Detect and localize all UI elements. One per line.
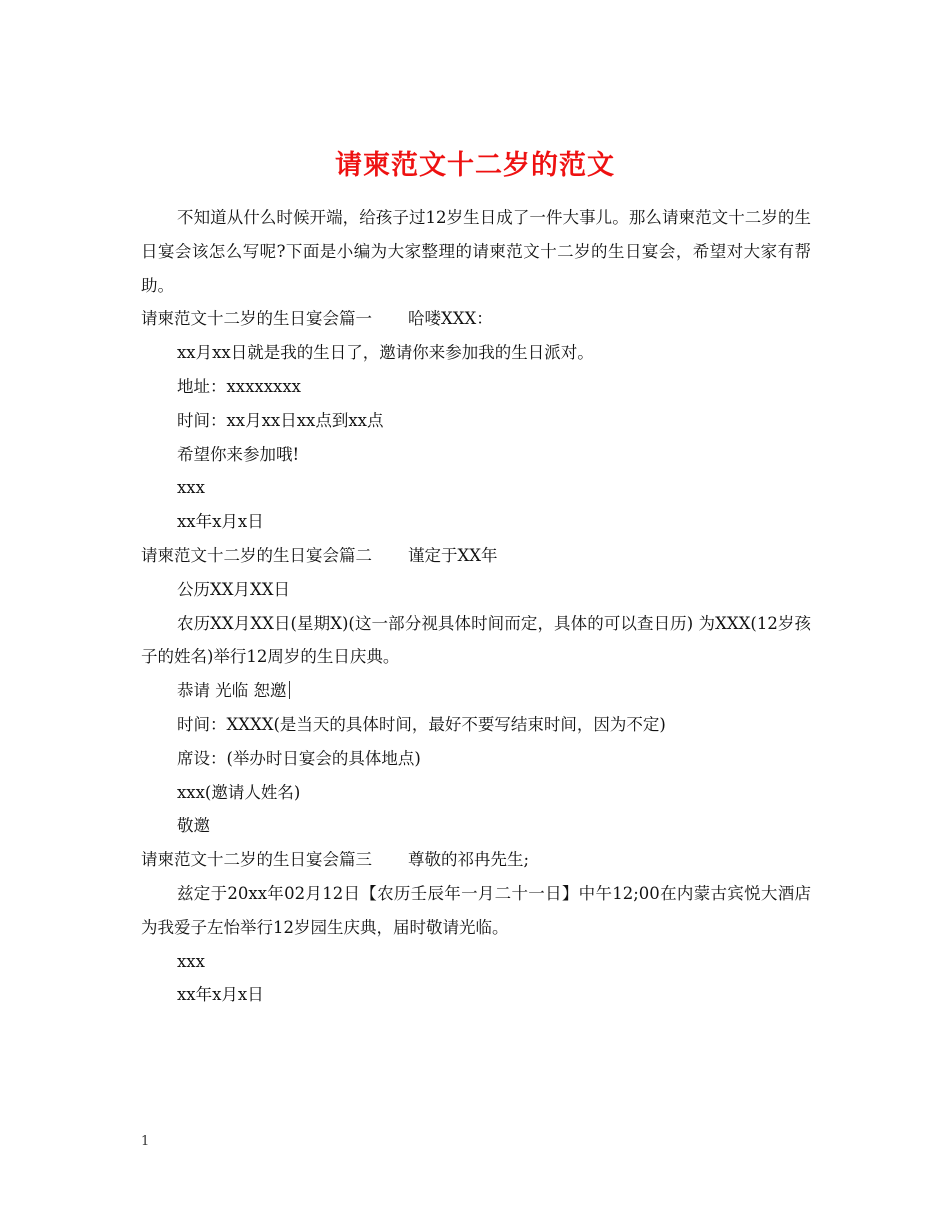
section2-time: 时间：XXXX(是当天的具体时间，最好不要写结束时间，因为不定)	[177, 714, 666, 734]
section2-inviter: xxx(邀请人姓名)	[177, 782, 301, 802]
section1-date: xx年x月x日	[177, 512, 264, 532]
document-body	[141, 201, 811, 1012]
page-number: 1	[141, 1134, 150, 1149]
section1-greeting: 哈喽XXX：	[408, 309, 493, 329]
document-title: 请柬范文十二岁的范文	[335, 150, 615, 182]
section3-heading-row	[141, 843, 811, 877]
section2-closing: 敬邀	[177, 816, 210, 836]
section2-heading: 请柬范文十二岁的生日宴会篇二	[141, 545, 372, 565]
section2-invitation-text: 恭请 光临 恕邀	[177, 681, 287, 701]
text-cursor	[289, 681, 290, 699]
section2-invitation-line	[141, 674, 811, 708]
intro-paragraph: 不知道从什么时候开端，给孩子过12岁生日成了一件大事儿。那么请柬范文十二岁的生日宴会该怎么写呢?下面是小编为大家整理的请柬范文十二岁的生日宴会，希望对大家有帮助。	[141, 208, 811, 295]
section1-address: 地址：xxxxxxxx	[177, 376, 301, 396]
section2-greeting: 谨定于XX年	[408, 545, 498, 565]
section2-gregorian-date: 公历XX月XX日	[177, 579, 290, 599]
section1-heading-row	[141, 302, 811, 336]
section2-venue: 席设：(举办时日宴会的具体地点)	[177, 748, 421, 768]
section3-greeting: 尊敬的祁冉先生;	[408, 850, 530, 870]
section2-heading-row	[141, 539, 811, 573]
section3-heading: 请柬范文十二岁的生日宴会篇三	[141, 850, 372, 870]
section3-date: xx年x月x日	[177, 985, 264, 1005]
section2-paragraph: 农历XX月XX日(星期X)(这一部分视具体时间而定，具体的可以查日历) 为XXX(12岁孩子的姓名)举行12周岁的生日庆典。	[141, 613, 811, 667]
section1-signature: xxx	[177, 478, 205, 498]
section1-heading: 请柬范文十二岁的生日宴会篇一	[141, 309, 372, 329]
section3-paragraph: 兹定于20xx年02月12日【农历壬辰年一月二十一日】中午12;00在内蒙古宾悦大酒店为我爱子左怡举行12岁园生庆典，届时敬请光临。	[141, 883, 811, 937]
section1-line: xx月xx日就是我的生日了，邀请你来参加我的生日派对。	[177, 343, 594, 363]
section1-closing: 希望你来参加哦!	[177, 444, 300, 464]
section1-time: 时间：xx月xx日xx点到xx点	[177, 410, 384, 430]
section3-signature: xxx	[177, 951, 205, 971]
